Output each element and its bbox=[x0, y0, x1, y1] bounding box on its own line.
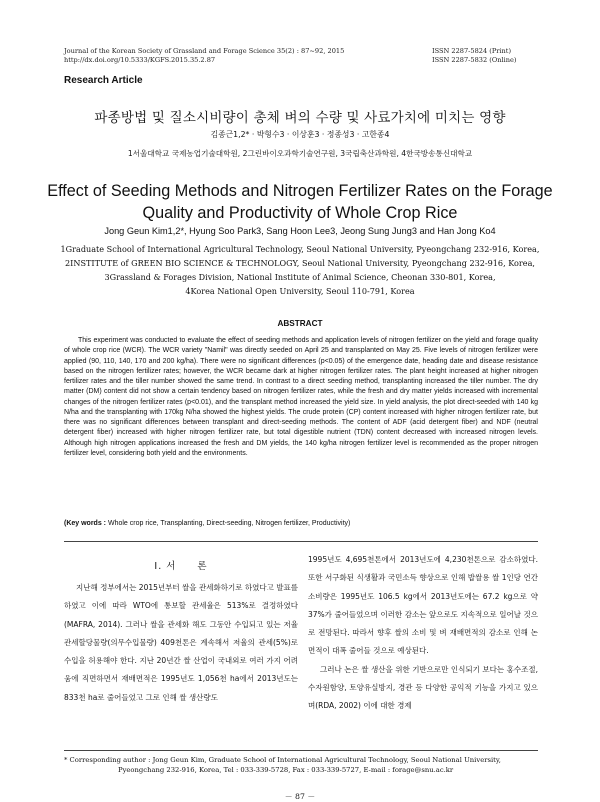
korean-affiliations: 1서울대학교 국제농업기술대학원, 2그린바이오과학기술연구원, 3국립축산과학원, 4한국방송통신대학교 bbox=[127, 149, 473, 158]
korean-title: 파종방법 및 질소시비량이 총체 벼의 수량 및 사료가치에 미치는 영향 bbox=[94, 110, 506, 126]
left-column bbox=[64, 579, 298, 707]
corresponding-line: Pyeongchang 232-916, Korea, Tel : 033-339-5728, Fax : 033-339-5727, E-mail : forage@snu.ac.kr bbox=[118, 766, 454, 774]
affiliation-line: 2INSTITUTE of GREEN BIO SCIENCE & TECHNOLOGY, Seoul National University, Pyeongchang 232-916, Korea, bbox=[65, 258, 535, 268]
intro-paragraph: 그러나 논은 쌀 생산을 위한 기반으로만 인식되기 보다는 홍수조절, 수자원함양, 토양유실방지, 경관 등 다양한 공익적 기능을 가지고 있으며(RDA, 2002) 이에 대한 경제 bbox=[308, 664, 538, 711]
article-type-label: Research Article bbox=[64, 75, 143, 86]
issn-online: ISSN 2287-5832 (Online) bbox=[432, 56, 517, 64]
abstract-body: This experiment was conducted to evaluate the effect of seeding methods and application levels of nitrogen fertilizer on the yield and forage quality of whole crop rice (WCR). The WCR variety "Namil" was directly seeded on April 25 and transplanted on May 25. Five levels of nitrogen fertilizer were applied (90, 110, 140, 170 and 200 kg/ha). There were no significant differences (p<0.05) of the emergence date, heading date and disease resistance based on the nitrogen fertilizer rates; however, the WCR became dark at higher nitrogen fertilizer rates. The plant height increased at higher nitrogen fertilizer rates and the tiller number showed the same trend. In contrast to a direct seeding method, transplanting increased the tiller number. The dry matter (DM) content did not show a certain tendency based on nitrogen fertilizer rates, while the fresh and dry matter yields increased with incremental changes of the nitrogen fertilizer rates (p<0.01), and the transplant method increased the yield size. In yield analysis, the plot direct-seeded with 140 kg N/ha and the transplanting with 170kg N/ha showed the highest yields. The crude protein (CP) content increased with higher nitrogen fertilizer rate, but there was no significant differences between transplant and direct-seeding methods. The content of ADF (acid detergent fiber) and NDF (neutral detergent fiber) increased with higher nitrogen fertilizer rate, but total digestible nutrient (TDN) content decreased with increased nitrogen levels. Although high nitrogen applications increased the fresh and DM yields, the 140 kg/ha nitrogen fertilizer level is recommended as the proper nitrogen fertilizer level, considering both yield and the environments. bbox=[64, 337, 538, 457]
abstract-heading: ABSTRACT bbox=[277, 319, 323, 328]
affiliation-line: 1Graduate School of International Agricultural Technology, Seoul National University, Pyeongchang 232-916, Korea, bbox=[60, 244, 540, 254]
journal-citation: Journal of the Korean Society of Grassland and Forage Science 35(2) : 87~92, 2015 bbox=[64, 47, 345, 55]
english-authors: Jong Geun Kim1,2*, Hyung Soo Park3, Sang Hoon Lee3, Jeong Sung Jung3 and Han Jong Ko4 bbox=[104, 226, 496, 236]
doi-link[interactable]: http://dx.doi.org/10.5333/KGFS.2015.35.2.87 bbox=[64, 56, 216, 64]
english-affiliations bbox=[40, 242, 560, 298]
corresponding-author bbox=[64, 755, 538, 775]
journal-header bbox=[64, 47, 344, 65]
intro-paragraph: 지난해 정부에서는 2015년부터 쌀을 관세화하기로 하였다고 발표를 하였고 이에 따라 WTO에 통보할 관세율은 513%로 결정하였다(MAFRA, 2014). 그러나 쌀을 관세화 해도 그동안 수입되고 있는 저율관세할당물량(의무수입물량) 409천톤은 계속해서 저율의 관세(5%)로 수입을 허용해야 한다. 지난 20년간 쌀 산업이 국내외로 여러 가지 어려움에 직면하면서 재배면적은 1995년도 1,056천 ha에서 2013년도는 833천 ha로 줄어들었고 그로 인해 쌀 생산량도 bbox=[64, 583, 298, 702]
page-number: － 87 － bbox=[284, 792, 316, 801]
affiliation-line: 4Korea National Open University, Seoul 110-791, Korea bbox=[185, 286, 415, 296]
intro-paragraph: 1995년도 4,695천톤에서 2013년도에 4,230천톤으로 감소하였다. 또한 서구화된 식생활과 국민소득 향상으로 인해 밥쌀용 쌀 1인당 연간 소비량은 1995년도 106.5 kg에서 2013년도에는 67.2 kg으로 약 37%가 줄어들었으며 이러한 감소는 앞으로도 지속적으로 일어날 것으로 전망된다. 따라서 향후 쌀의 소비 및 벼 재배면적의 감소로 인해 논 면적이 대폭 줄어들 것으로 예상된다. bbox=[308, 555, 538, 656]
korean-authors: 김종근1,2* · 박형수3 · 이상훈3 · 정종성3 · 고한종4 bbox=[210, 130, 390, 139]
footnote-divider bbox=[64, 750, 538, 751]
keywords-list: Whole crop rice, Transplanting, Direct-seeding, Nitrogen fertilizer, Productivity) bbox=[107, 520, 351, 527]
keywords bbox=[64, 519, 538, 529]
right-column bbox=[308, 551, 538, 716]
introduction-heading: Ⅰ. 서 론 bbox=[154, 561, 208, 572]
corresponding-line: * Corresponding author : Jong Geun Kim, Graduate School of International Agricultural Technology, Seoul National University, bbox=[64, 756, 501, 764]
issn-print: ISSN 2287-5824 (Print) bbox=[432, 47, 512, 55]
english-title: Effect of Seeding Methods and Nitrogen Fertilizer Rates on the Forage Quality and Productivity of Whole Crop Rice bbox=[47, 182, 553, 222]
issn-block bbox=[432, 47, 516, 65]
keywords-label: (Key words : bbox=[64, 520, 107, 527]
section-divider bbox=[64, 541, 538, 542]
affiliation-line: 3Grassland & Forages Division, National Institute of Animal Science, Cheonan 330-801, Korea, bbox=[104, 272, 496, 282]
